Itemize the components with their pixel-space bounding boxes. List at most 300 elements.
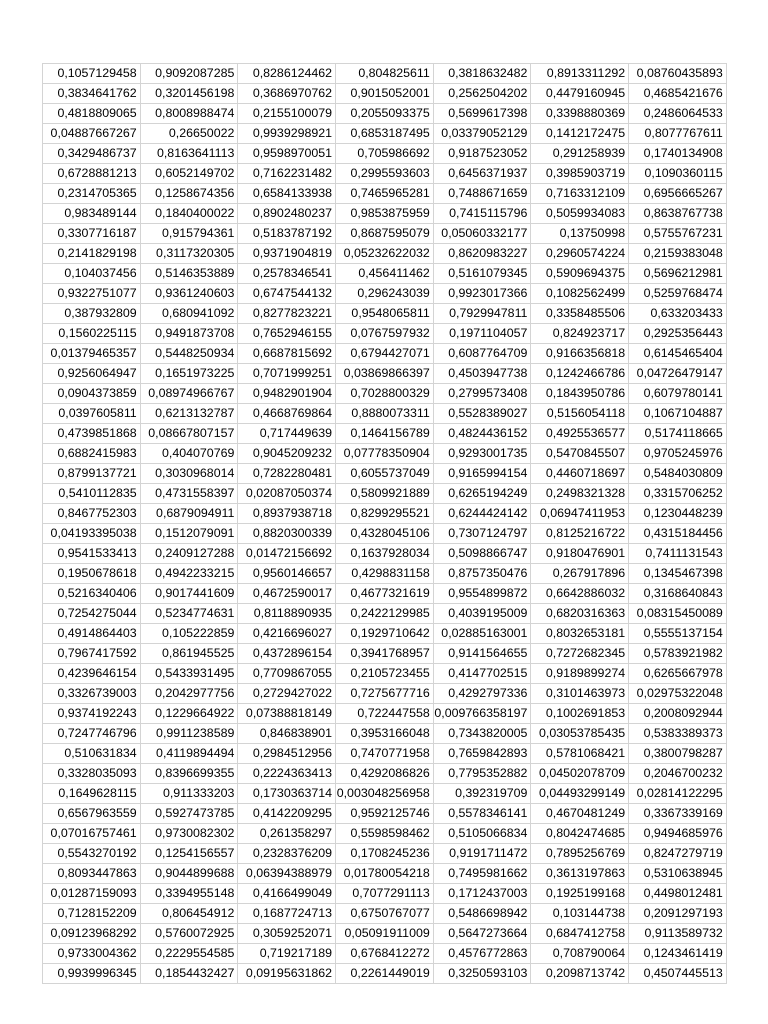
table-cell[interactable]: 0,1067104887	[629, 404, 727, 424]
table-cell[interactable]: 0,5410112835	[43, 484, 141, 504]
table-cell[interactable]: 0,4328045106	[336, 524, 434, 544]
table-cell[interactable]: 0,9166356818	[531, 344, 629, 364]
table-cell[interactable]: 0,9853875959	[336, 204, 434, 224]
table-cell[interactable]: 0,9592125746	[336, 804, 434, 824]
table-cell[interactable]: 0,2799573408	[433, 384, 531, 404]
table-cell[interactable]: 0,4372896154	[238, 644, 336, 664]
table-cell[interactable]: 0,03053785435	[531, 724, 629, 744]
table-cell[interactable]: 0,1687724713	[238, 904, 336, 924]
table-cell[interactable]: 0,1512079091	[140, 524, 238, 544]
table-cell[interactable]: 0,04193395038	[43, 524, 141, 544]
table-cell[interactable]: 0,6847412758	[531, 924, 629, 944]
table-cell[interactable]: 0,8687595079	[336, 224, 434, 244]
table-cell[interactable]: 0,1057129458	[43, 64, 141, 84]
table-cell[interactable]: 0,9923017366	[433, 284, 531, 304]
table-cell[interactable]: 0,6052149702	[140, 164, 238, 184]
table-cell[interactable]: 0,5383389373	[629, 724, 727, 744]
table-cell[interactable]: 0,1843950786	[531, 384, 629, 404]
table-cell[interactable]: 0,0397605811	[43, 404, 141, 424]
table-cell[interactable]: 0,2224363413	[238, 764, 336, 784]
table-cell[interactable]: 0,26650022	[140, 124, 238, 144]
table-cell[interactable]: 0,4824436152	[433, 424, 531, 444]
table-cell[interactable]: 0,4942233215	[140, 564, 238, 584]
table-cell[interactable]: 0,4503947738	[433, 364, 531, 384]
table-cell[interactable]: 0,7415115796	[433, 204, 531, 224]
table-cell[interactable]: 0,9374192243	[43, 704, 141, 724]
table-cell[interactable]: 0,824923717	[531, 324, 629, 344]
table-cell[interactable]: 0,2314705365	[43, 184, 141, 204]
table-cell[interactable]: 0,5647273664	[433, 924, 531, 944]
table-cell[interactable]: 0,291258939	[531, 144, 629, 164]
table-cell[interactable]: 0,3818632482	[433, 64, 531, 84]
table-cell[interactable]: 0,8396699355	[140, 764, 238, 784]
table-cell[interactable]: 0,2261449019	[336, 964, 434, 984]
table-cell[interactable]: 0,4670481249	[531, 804, 629, 824]
table-cell[interactable]: 0,7307124797	[433, 524, 531, 544]
table-cell[interactable]: 0,3030968014	[140, 464, 238, 484]
table-cell[interactable]: 0,1740134908	[629, 144, 727, 164]
table-cell[interactable]: 0,8077767611	[629, 124, 727, 144]
table-cell[interactable]: 0,4239646154	[43, 664, 141, 684]
table-cell[interactable]: 0,4685421676	[629, 84, 727, 104]
table-cell[interactable]: 0,08760435893	[629, 64, 727, 84]
table-cell[interactable]: 0,2055093375	[336, 104, 434, 124]
table-cell[interactable]: 0,13750998	[531, 224, 629, 244]
table-cell[interactable]: 0,3613197863	[531, 864, 629, 884]
table-cell[interactable]: 0,5470845507	[531, 444, 629, 464]
table-cell[interactable]: 0,5528389027	[433, 404, 531, 424]
table-cell[interactable]: 0,9939298921	[238, 124, 336, 144]
table-cell[interactable]: 0,9705245976	[629, 444, 727, 464]
table-cell[interactable]: 0,5059934083	[531, 204, 629, 224]
table-cell[interactable]: 0,7967417592	[43, 644, 141, 664]
table-cell[interactable]: 0,7411131543	[629, 544, 727, 564]
table-cell[interactable]: 0,5310638945	[629, 864, 727, 884]
table-cell[interactable]: 0,8163641113	[140, 144, 238, 164]
table-cell[interactable]: 0,2042977756	[140, 684, 238, 704]
table-cell[interactable]: 0,2578346541	[238, 264, 336, 284]
table-cell[interactable]: 0,06394388979	[238, 864, 336, 884]
table-cell[interactable]: 0,456411462	[336, 264, 434, 284]
table-cell[interactable]: 0,7470771958	[336, 744, 434, 764]
table-cell[interactable]: 0,8913311292	[531, 64, 629, 84]
table-cell[interactable]: 0,1637928034	[336, 544, 434, 564]
table-cell[interactable]: 0,3168640843	[629, 584, 727, 604]
table-cell[interactable]: 0,5598598462	[336, 824, 434, 844]
table-cell[interactable]: 0,267917896	[531, 564, 629, 584]
table-cell[interactable]: 0,08974966767	[140, 384, 238, 404]
table-cell[interactable]: 0,7495981662	[433, 864, 531, 884]
table-cell[interactable]: 0,4039195009	[433, 604, 531, 624]
table-cell[interactable]: 0,9554899872	[433, 584, 531, 604]
table-cell[interactable]: 0,7275677716	[336, 684, 434, 704]
table-cell[interactable]: 0,1929710642	[336, 624, 434, 644]
table-cell[interactable]: 0,06947411953	[531, 504, 629, 524]
table-cell[interactable]: 0,7929947811	[433, 304, 531, 324]
table-cell[interactable]: 0,9165994154	[433, 464, 531, 484]
table-cell[interactable]: 0,5755767231	[629, 224, 727, 244]
table-cell[interactable]: 0,5578346141	[433, 804, 531, 824]
table-cell[interactable]: 0,4914864403	[43, 624, 141, 644]
table-cell[interactable]: 0,0904373859	[43, 384, 141, 404]
table-cell[interactable]: 0,4576772863	[433, 944, 531, 964]
table-cell[interactable]: 0,4119894494	[140, 744, 238, 764]
table-cell[interactable]: 0,3358485506	[531, 304, 629, 324]
table-cell[interactable]: 0,4925536577	[531, 424, 629, 444]
table-cell[interactable]: 0,846838901	[238, 724, 336, 744]
table-cell[interactable]: 0,1950678618	[43, 564, 141, 584]
table-cell[interactable]: 0,5234774631	[140, 604, 238, 624]
table-cell[interactable]: 0,6728881213	[43, 164, 141, 184]
table-cell[interactable]: 0,806454912	[140, 904, 238, 924]
table-cell[interactable]: 0,7162231482	[238, 164, 336, 184]
table-cell[interactable]: 0,6265667978	[629, 664, 727, 684]
table-cell[interactable]: 0,8286124462	[238, 64, 336, 84]
table-cell[interactable]: 0,5809921889	[336, 484, 434, 504]
table-cell[interactable]: 0,4507445513	[629, 964, 727, 984]
table-cell[interactable]: 0,1840400022	[140, 204, 238, 224]
table-cell[interactable]: 0,9494685976	[629, 824, 727, 844]
table-cell[interactable]: 0,009766358197	[433, 704, 531, 724]
table-cell[interactable]: 0,983489144	[43, 204, 141, 224]
table-cell[interactable]: 0,6794427071	[336, 344, 434, 364]
table-cell[interactable]: 0,9141564655	[433, 644, 531, 664]
table-cell[interactable]: 0,2422129985	[336, 604, 434, 624]
table-cell[interactable]: 0,09195631862	[238, 964, 336, 984]
table-cell[interactable]: 0,2091297193	[629, 904, 727, 924]
table-cell[interactable]: 0,5448250934	[140, 344, 238, 364]
table-cell[interactable]: 0,2159383048	[629, 244, 727, 264]
table-cell[interactable]: 0,01780054218	[336, 864, 434, 884]
table-cell[interactable]: 0,8620983227	[433, 244, 531, 264]
table-cell[interactable]: 0,5105066834	[433, 824, 531, 844]
table-cell[interactable]: 0,4739851868	[43, 424, 141, 444]
table-cell[interactable]: 0,4668769864	[238, 404, 336, 424]
table-cell[interactable]: 0,4677321619	[336, 584, 434, 604]
table-cell[interactable]: 0,105222859	[140, 624, 238, 644]
table-cell[interactable]: 0,3326739003	[43, 684, 141, 704]
table-cell[interactable]: 0,05232622032	[336, 244, 434, 264]
table-cell[interactable]: 0,404070769	[140, 444, 238, 464]
table-cell[interactable]: 0,6747544132	[238, 284, 336, 304]
table-cell[interactable]: 0,3315706252	[629, 484, 727, 504]
table-cell[interactable]: 0,5555137154	[629, 624, 727, 644]
table-cell[interactable]: 0,5183787192	[238, 224, 336, 244]
table-cell[interactable]: 0,722447558	[336, 704, 434, 724]
table-cell[interactable]: 0,1854432427	[140, 964, 238, 984]
table-cell[interactable]: 0,7077291113	[336, 884, 434, 904]
table-cell[interactable]: 0,3367339169	[629, 804, 727, 824]
table-cell[interactable]: 0,911333203	[140, 784, 238, 804]
table-cell[interactable]: 0,01379465357	[43, 344, 141, 364]
table-cell[interactable]: 0,9733004362	[43, 944, 141, 964]
table-cell[interactable]: 0,3117320305	[140, 244, 238, 264]
table-cell[interactable]: 0,8299295521	[336, 504, 434, 524]
table-cell[interactable]: 0,4672590017	[238, 584, 336, 604]
table-cell[interactable]: 0,2008092944	[629, 704, 727, 724]
table-cell[interactable]: 0,9322751077	[43, 284, 141, 304]
table-cell[interactable]: 0,7163312109	[531, 184, 629, 204]
table-cell[interactable]: 0,02975322048	[629, 684, 727, 704]
table-cell[interactable]: 0,2925356443	[629, 324, 727, 344]
table-cell[interactable]: 0,8247279719	[629, 844, 727, 864]
table-cell[interactable]: 0,6265194249	[433, 484, 531, 504]
table-cell[interactable]: 0,1243461419	[629, 944, 727, 964]
table-cell[interactable]: 0,8008988474	[140, 104, 238, 124]
table-cell[interactable]: 0,3941768957	[336, 644, 434, 664]
table-cell[interactable]: 0,02087050374	[238, 484, 336, 504]
table-cell[interactable]: 0,9361240603	[140, 284, 238, 304]
table-cell[interactable]: 0,510631834	[43, 744, 141, 764]
table-cell[interactable]: 0,387932809	[43, 304, 141, 324]
table-cell[interactable]: 0,3429486737	[43, 144, 141, 164]
table-cell[interactable]: 0,4298831158	[336, 564, 434, 584]
table-cell[interactable]: 0,5781068421	[531, 744, 629, 764]
table-cell[interactable]: 0,4460718697	[531, 464, 629, 484]
table-cell[interactable]: 0,07388818149	[238, 704, 336, 724]
table-cell[interactable]: 0,5156054118	[531, 404, 629, 424]
table-cell[interactable]: 0,1254156557	[140, 844, 238, 864]
table-cell[interactable]: 0,3686970762	[238, 84, 336, 104]
table-cell[interactable]: 0,6820316363	[531, 604, 629, 624]
table-cell[interactable]: 0,708790064	[531, 944, 629, 964]
table-cell[interactable]: 0,9548065811	[336, 304, 434, 324]
table-cell[interactable]: 0,6055737049	[336, 464, 434, 484]
table-cell[interactable]: 0,1925199168	[531, 884, 629, 904]
table-cell[interactable]: 0,2960574224	[531, 244, 629, 264]
table-cell[interactable]: 0,717449639	[238, 424, 336, 444]
table-cell[interactable]: 0,6456371937	[433, 164, 531, 184]
table-cell[interactable]: 0,2155100079	[238, 104, 336, 124]
table-cell[interactable]: 0,2995593603	[336, 164, 434, 184]
table-cell[interactable]: 0,5909694375	[531, 264, 629, 284]
table-cell[interactable]: 0,09123968292	[43, 924, 141, 944]
table-cell[interactable]: 0,103144738	[531, 904, 629, 924]
table-cell[interactable]: 0,6213132787	[140, 404, 238, 424]
table-cell[interactable]: 0,4147702515	[433, 664, 531, 684]
table-cell[interactable]: 0,9541533413	[43, 544, 141, 564]
table-cell[interactable]: 0,4818809065	[43, 104, 141, 124]
table-cell[interactable]: 0,9491873708	[140, 324, 238, 344]
table-cell[interactable]: 0,8467752303	[43, 504, 141, 524]
table-cell[interactable]: 0,2046700232	[629, 764, 727, 784]
table-cell[interactable]: 0,6853187495	[336, 124, 434, 144]
table-cell[interactable]: 0,8125216722	[531, 524, 629, 544]
table-cell[interactable]: 0,633203433	[629, 304, 727, 324]
table-cell[interactable]: 0,8638767738	[629, 204, 727, 224]
table-cell[interactable]: 0,03869866397	[336, 364, 434, 384]
table-cell[interactable]: 0,7282280481	[238, 464, 336, 484]
table-cell[interactable]: 0,1651973225	[140, 364, 238, 384]
table-cell[interactable]: 0,2498321328	[531, 484, 629, 504]
table-cell[interactable]: 0,9044899688	[140, 864, 238, 884]
table-cell[interactable]: 0,7652946155	[238, 324, 336, 344]
table-cell[interactable]: 0,1560225115	[43, 324, 141, 344]
table-cell[interactable]: 0,9180476901	[531, 544, 629, 564]
table-cell[interactable]: 0,2984512956	[238, 744, 336, 764]
table-cell[interactable]: 0,3394955148	[140, 884, 238, 904]
table-cell[interactable]: 0,6750767077	[336, 904, 434, 924]
table-cell[interactable]: 0,5696212981	[629, 264, 727, 284]
table-cell[interactable]: 0,9560146657	[238, 564, 336, 584]
table-cell[interactable]: 0,6687815692	[238, 344, 336, 364]
table-cell[interactable]: 0,6244424142	[433, 504, 531, 524]
table-cell[interactable]: 0,6879094911	[140, 504, 238, 524]
table-cell[interactable]: 0,1242466786	[531, 364, 629, 384]
table-cell[interactable]: 0,3398880369	[531, 104, 629, 124]
table-cell[interactable]: 0,104037456	[43, 264, 141, 284]
table-cell[interactable]: 0,1090360115	[629, 164, 727, 184]
table-cell[interactable]: 0,719217189	[238, 944, 336, 964]
table-cell[interactable]: 0,4498012481	[629, 884, 727, 904]
table-cell[interactable]: 0,3834641762	[43, 84, 141, 104]
table-cell[interactable]: 0,1002691853	[531, 704, 629, 724]
table-cell[interactable]: 0,2328376209	[238, 844, 336, 864]
table-cell[interactable]: 0,9293001735	[433, 444, 531, 464]
table-cell[interactable]: 0,8799137721	[43, 464, 141, 484]
table-cell[interactable]: 0,9911238589	[140, 724, 238, 744]
table-cell[interactable]: 0,9189899274	[531, 664, 629, 684]
table-cell[interactable]: 0,07778350904	[336, 444, 434, 464]
table-cell[interactable]: 0,5699617398	[433, 104, 531, 124]
table-cell[interactable]: 0,392319709	[433, 784, 531, 804]
table-cell[interactable]: 0,7895256769	[531, 844, 629, 864]
table-cell[interactable]: 0,1412172475	[531, 124, 629, 144]
table-cell[interactable]: 0,0767597932	[336, 324, 434, 344]
table-cell[interactable]: 0,5484030809	[629, 464, 727, 484]
table-cell[interactable]: 0,08315450089	[629, 604, 727, 624]
table-cell[interactable]: 0,5433931495	[140, 664, 238, 684]
table-cell[interactable]: 0,3201456198	[140, 84, 238, 104]
table-cell[interactable]: 0,1345467398	[629, 564, 727, 584]
table-cell[interactable]: 0,9730082302	[140, 824, 238, 844]
table-cell[interactable]: 0,7254275044	[43, 604, 141, 624]
table-cell[interactable]: 0,8118890935	[238, 604, 336, 624]
table-cell[interactable]: 0,02814122295	[629, 784, 727, 804]
table-cell[interactable]: 0,7247746796	[43, 724, 141, 744]
table-cell[interactable]: 0,1258674356	[140, 184, 238, 204]
table-cell[interactable]: 0,6768412272	[336, 944, 434, 964]
table-cell[interactable]: 0,8757350476	[433, 564, 531, 584]
table-cell[interactable]: 0,9187523052	[433, 144, 531, 164]
table-cell[interactable]: 0,2729427022	[238, 684, 336, 704]
table-cell[interactable]: 0,04887667267	[43, 124, 141, 144]
table-cell[interactable]: 0,861945525	[140, 644, 238, 664]
table-cell[interactable]: 0,2229554585	[140, 944, 238, 964]
table-cell[interactable]: 0,2098713742	[531, 964, 629, 984]
table-cell[interactable]: 0,2141829198	[43, 244, 141, 264]
table-cell[interactable]: 0,9017441609	[140, 584, 238, 604]
table-cell[interactable]: 0,7488671659	[433, 184, 531, 204]
table-cell[interactable]: 0,04502078709	[531, 764, 629, 784]
table-cell[interactable]: 0,6567963559	[43, 804, 141, 824]
table-cell[interactable]: 0,03379052129	[433, 124, 531, 144]
table-cell[interactable]: 0,05060332177	[433, 224, 531, 244]
table-cell[interactable]: 0,6584133938	[238, 184, 336, 204]
table-cell[interactable]: 0,2409127288	[140, 544, 238, 564]
table-cell[interactable]: 0,5161079345	[433, 264, 531, 284]
table-cell[interactable]: 0,7659842893	[433, 744, 531, 764]
table-cell[interactable]: 0,3953166048	[336, 724, 434, 744]
table-cell[interactable]: 0,1712437003	[433, 884, 531, 904]
table-cell[interactable]: 0,804825611	[336, 64, 434, 84]
table-cell[interactable]: 0,7028800329	[336, 384, 434, 404]
table-cell[interactable]: 0,4315184456	[629, 524, 727, 544]
table-cell[interactable]: 0,9191711472	[433, 844, 531, 864]
table-cell[interactable]: 0,1971104057	[433, 324, 531, 344]
table-cell[interactable]: 0,5174118665	[629, 424, 727, 444]
table-cell[interactable]: 0,5543270192	[43, 844, 141, 864]
table-cell[interactable]: 0,9045209232	[238, 444, 336, 464]
table-cell[interactable]: 0,6087764709	[433, 344, 531, 364]
table-cell[interactable]: 0,07016757461	[43, 824, 141, 844]
table-cell[interactable]: 0,5927473785	[140, 804, 238, 824]
table-cell[interactable]: 0,9371904819	[238, 244, 336, 264]
table-cell[interactable]: 0,5259768474	[629, 284, 727, 304]
table-cell[interactable]: 0,1230448239	[629, 504, 727, 524]
table-cell[interactable]: 0,1464156789	[336, 424, 434, 444]
table-cell[interactable]: 0,9598970051	[238, 144, 336, 164]
table-cell[interactable]: 0,6956665267	[629, 184, 727, 204]
table-cell[interactable]: 0,7465965281	[336, 184, 434, 204]
table-cell[interactable]: 0,8880073311	[336, 404, 434, 424]
table-cell[interactable]: 0,915794361	[140, 224, 238, 244]
table-cell[interactable]: 0,8902480237	[238, 204, 336, 224]
table-cell[interactable]: 0,7071999251	[238, 364, 336, 384]
table-cell[interactable]: 0,1708245236	[336, 844, 434, 864]
table-cell[interactable]: 0,4479160945	[531, 84, 629, 104]
table-cell[interactable]: 0,3059252071	[238, 924, 336, 944]
table-cell[interactable]: 0,296243039	[336, 284, 434, 304]
table-cell[interactable]: 0,4731558397	[140, 484, 238, 504]
table-cell[interactable]: 0,5760072925	[140, 924, 238, 944]
table-cell[interactable]: 0,8820300339	[238, 524, 336, 544]
table-cell[interactable]: 0,7272682345	[531, 644, 629, 664]
table-cell[interactable]: 0,9256064947	[43, 364, 141, 384]
table-cell[interactable]: 0,8032653181	[531, 624, 629, 644]
table-cell[interactable]: 0,3307716187	[43, 224, 141, 244]
table-cell[interactable]: 0,5486698942	[433, 904, 531, 924]
table-cell[interactable]: 0,3800798287	[629, 744, 727, 764]
table-cell[interactable]: 0,8937938718	[238, 504, 336, 524]
table-cell[interactable]: 0,5216340406	[43, 584, 141, 604]
table-cell[interactable]: 0,08667807157	[140, 424, 238, 444]
table-cell[interactable]: 0,6079780141	[629, 384, 727, 404]
table-cell[interactable]: 0,8042474685	[531, 824, 629, 844]
table-cell[interactable]: 0,01472156692	[238, 544, 336, 564]
table-cell[interactable]: 0,003048256958	[336, 784, 434, 804]
table-cell[interactable]: 0,2562504202	[433, 84, 531, 104]
table-cell[interactable]: 0,4292086826	[336, 764, 434, 784]
table-cell[interactable]: 0,5146353889	[140, 264, 238, 284]
table-cell[interactable]: 0,4142209295	[238, 804, 336, 824]
table-cell[interactable]: 0,5783921982	[629, 644, 727, 664]
table-cell[interactable]: 0,9939996345	[43, 964, 141, 984]
table-cell[interactable]: 0,2105723455	[336, 664, 434, 684]
table-cell[interactable]: 0,9113589732	[629, 924, 727, 944]
table-cell[interactable]: 0,4166499049	[238, 884, 336, 904]
table-cell[interactable]: 0,680941092	[140, 304, 238, 324]
table-cell[interactable]: 0,3250593103	[433, 964, 531, 984]
table-cell[interactable]: 0,4216696027	[238, 624, 336, 644]
table-cell[interactable]: 0,7128152209	[43, 904, 141, 924]
table-cell[interactable]: 0,3101463973	[531, 684, 629, 704]
table-cell[interactable]: 0,1730363714	[238, 784, 336, 804]
table-cell[interactable]: 0,1082562499	[531, 284, 629, 304]
table-cell[interactable]: 0,2486064533	[629, 104, 727, 124]
table-cell[interactable]: 0,04493299149	[531, 784, 629, 804]
table-cell[interactable]: 0,261358297	[238, 824, 336, 844]
